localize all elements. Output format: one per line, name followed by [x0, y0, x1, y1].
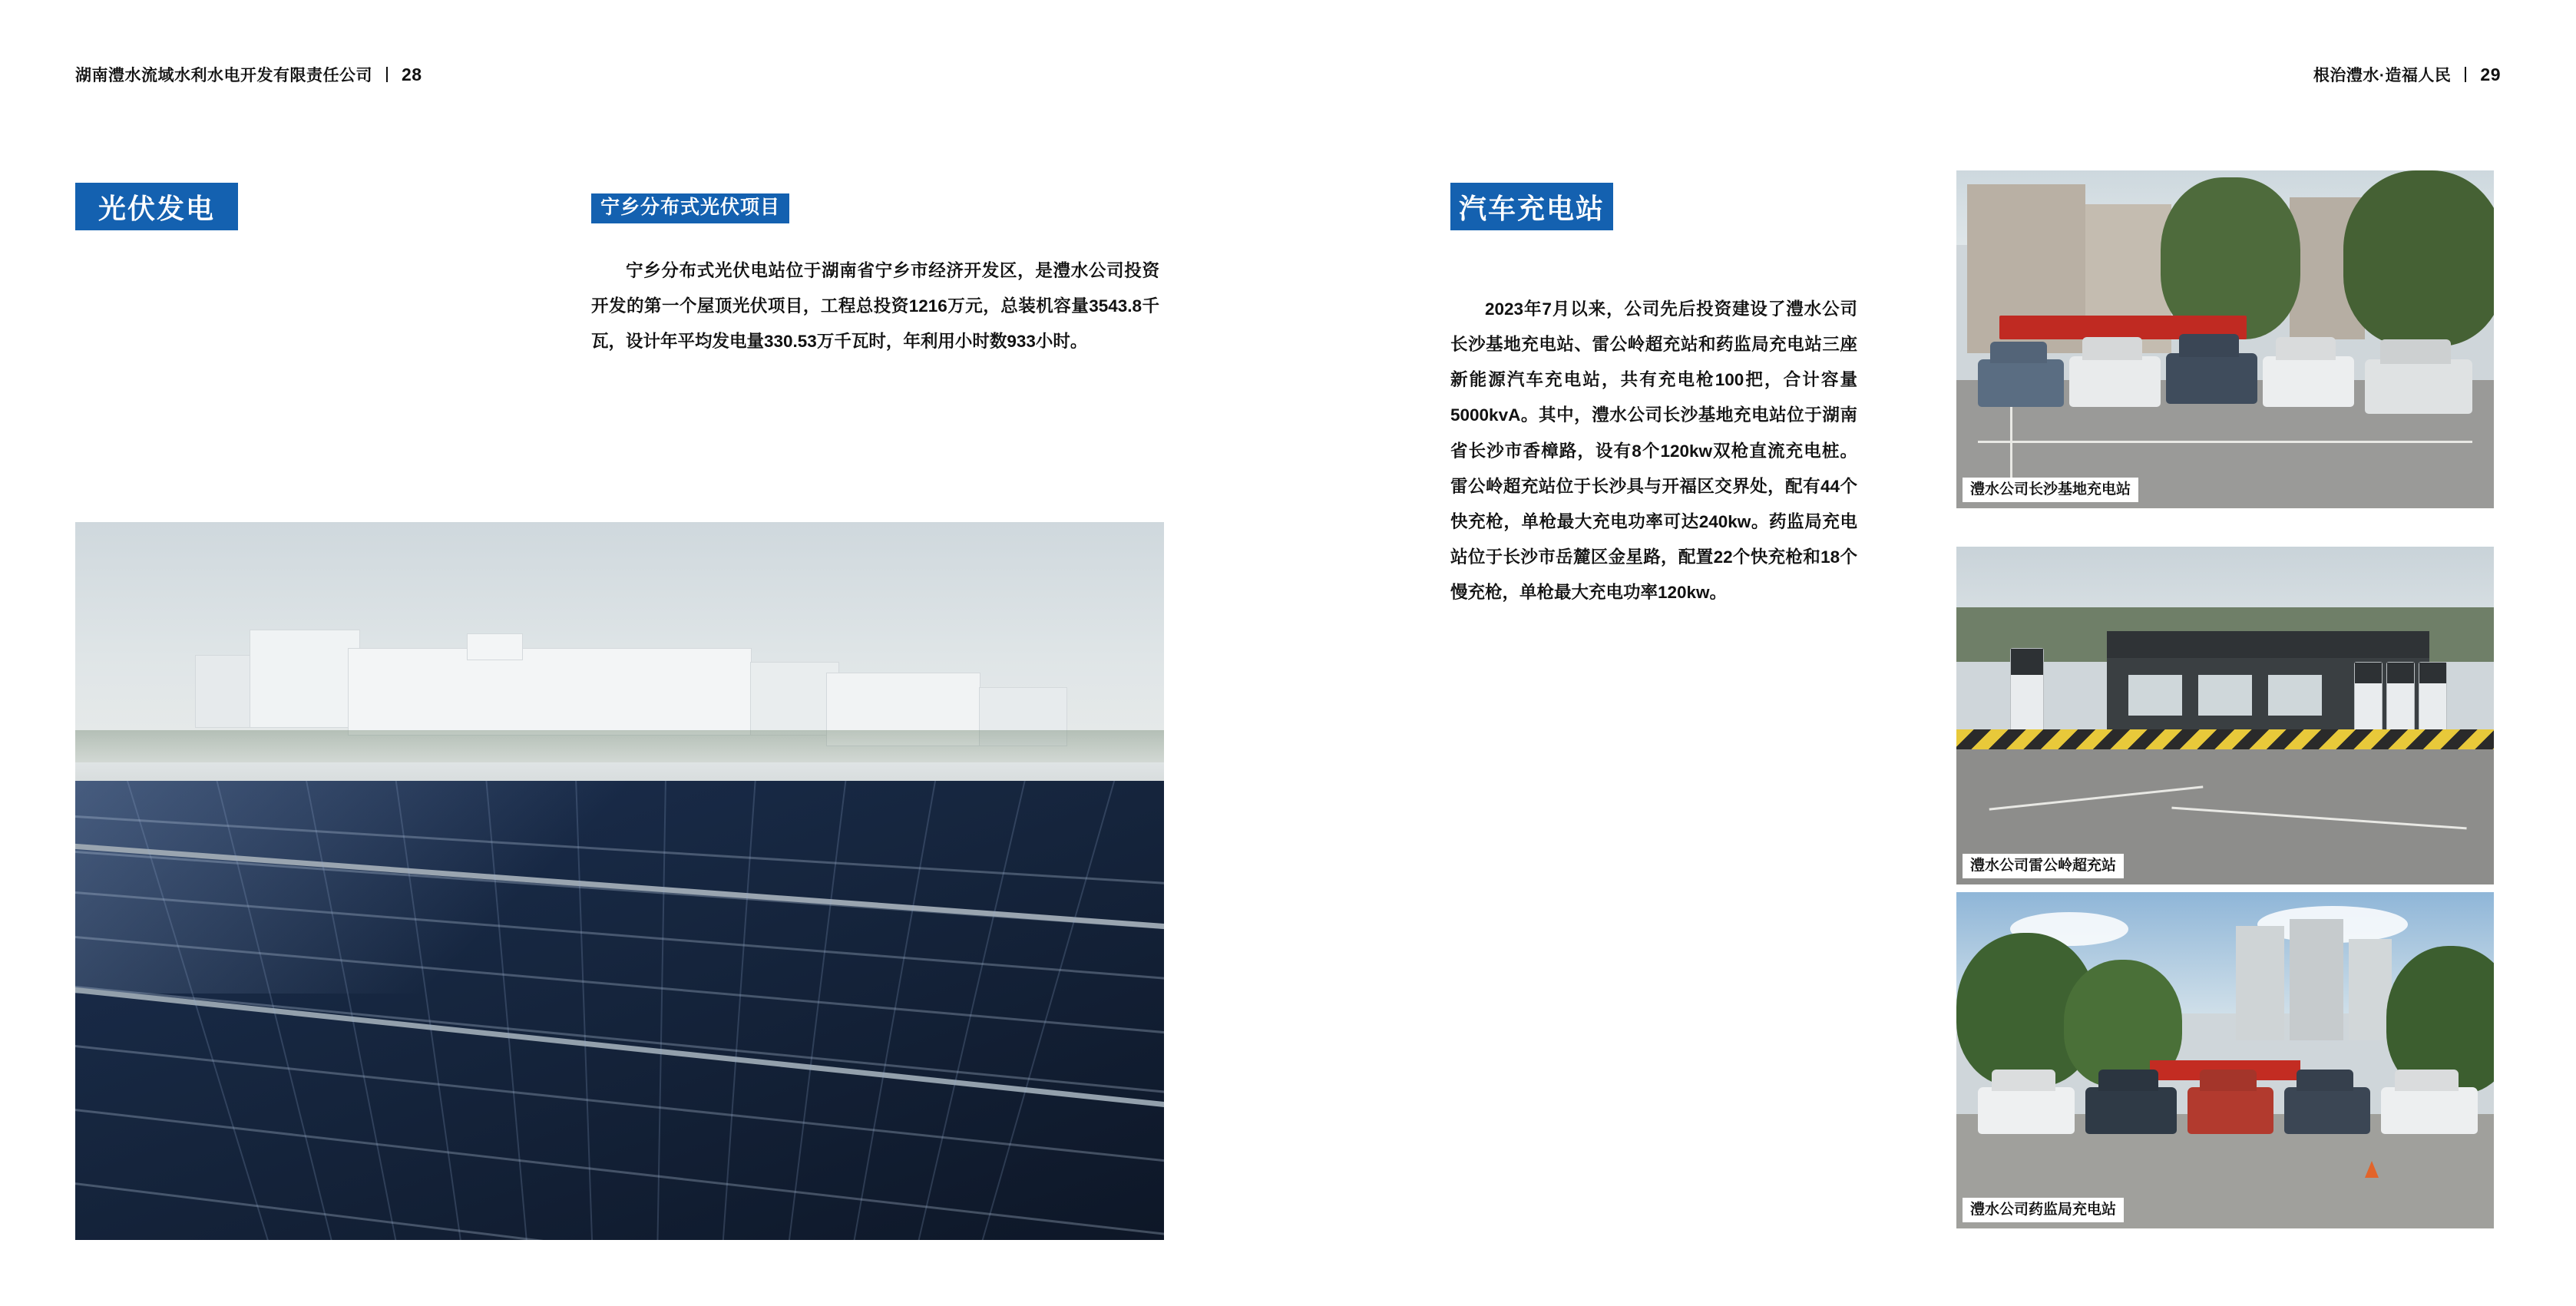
photo-charging-pile-screen — [2387, 663, 2414, 683]
photo-car — [1978, 359, 2064, 407]
photo-building — [348, 648, 752, 736]
photo-building — [750, 662, 838, 736]
photo-car — [2284, 1087, 2370, 1134]
photo-charging-pile — [2419, 662, 2447, 738]
running-head-left — [75, 63, 422, 86]
running-head-right-text: 根治澧水·造福人民 — [2313, 67, 2452, 84]
photo-charging-pile-screen — [2011, 649, 2043, 675]
photo-building — [250, 630, 360, 728]
panel-seam — [75, 1150, 1164, 1240]
photo-window — [2198, 675, 2252, 716]
photo-caption-leigongling: 澧水公司雷公岭超充站 — [1963, 854, 2124, 878]
running-head-separator — [2465, 67, 2466, 82]
photo-car — [2187, 1087, 2273, 1134]
photo-traffic-cone — [2365, 1161, 2379, 1178]
photo-solar-panel-array — [75, 781, 1164, 1240]
photo-parking-line — [1978, 441, 2472, 443]
photo-car — [2263, 356, 2354, 407]
photo-caption-changsha-base: 澧水公司长沙基地充电站 — [1963, 478, 2138, 502]
panel-cell-line — [775, 781, 852, 1240]
photo-leigongling-station — [1956, 547, 2494, 884]
photo-window — [2128, 675, 2182, 716]
photo-solar-rooftop — [75, 522, 1164, 1240]
photo-window — [2268, 675, 2322, 716]
photo-car — [2381, 1087, 2478, 1134]
photo-car — [2069, 356, 2161, 407]
photo-car — [1978, 1087, 2075, 1134]
panel-row-gap — [75, 978, 1164, 1119]
photo-charging-pile — [2386, 662, 2415, 738]
photo-highrise — [2349, 939, 2392, 1040]
panel-cell-line — [715, 781, 759, 1240]
photo-yaojianju-station — [1956, 892, 2494, 1228]
running-head-left-text: 湖南澧水流域水利水电开发有限责任公司 — [75, 67, 372, 84]
body-paragraph-charging-station: 2023年7月以来，公司先后投资建设了澧水公司长沙基地充电站、雷公岭超充站和药监局充电站三座新能源汽车充电站，共有充电枪100把，合计容量5000kvA。其中，澧水公司长沙基地充电站位于湖南省长沙市香樟路，设有8个120kw双枪直流充电桩。雷公岭超充站位于长沙具与开福区交界处，配有44个快充枪，单枪最大充电功率可达240kw。药监局充电站位于长沙市岳麓区金星路，配置22个快充枪和18个慢充枪，单枪最大充电功率120kw。 — [1450, 299, 1857, 602]
panel-seam — [75, 1221, 1164, 1240]
photo-highrise — [2290, 919, 2343, 1040]
right-page — [1288, 0, 2576, 1306]
section-title-photovoltaic — [75, 183, 238, 230]
photo-car — [2166, 353, 2257, 404]
photo-car — [2365, 359, 2472, 413]
photo-tree — [2343, 170, 2494, 346]
section-title-charging-station-text: 汽车充电站 — [1458, 192, 1605, 224]
subsection-title-ningxiang-text: 宁乡分布式光伏项目 — [600, 197, 781, 218]
body-text-charging-station — [1450, 292, 1857, 610]
photo-car — [2085, 1087, 2177, 1134]
photo-building — [467, 633, 523, 660]
photo-charging-pile-screen — [2355, 663, 2382, 683]
page-number-left: 28 — [402, 64, 422, 84]
photo-charging-pile — [2354, 662, 2383, 738]
photo-changsha-base-station — [1956, 170, 2494, 508]
page-number-right: 29 — [2480, 64, 2501, 84]
running-head-separator — [386, 67, 388, 82]
body-paragraph-photovoltaic: 宁乡分布式光伏电站位于湖南省宁乡市经济开发区，是澧水公司投资开发的第一个屋顶光伏项目，工程总投资1216万元，总装机容量3543.8千瓦，设计年平均发电量330.53万千瓦时，年利用小时数933小时。 — [591, 261, 1159, 352]
running-head-right — [2313, 63, 2501, 86]
photo-caption-yaojianju: 澧水公司药监局充电站 — [1963, 1198, 2124, 1222]
subsection-title-ningxiang — [591, 193, 789, 223]
panel-cell-line — [957, 781, 1129, 1240]
photo-charging-pile-screen — [2419, 663, 2446, 683]
photo-highrise — [2236, 926, 2284, 1040]
section-title-photovoltaic-text: 光伏发电 — [98, 192, 215, 224]
body-text-photovoltaic — [591, 253, 1159, 359]
section-title-charging-station — [1450, 183, 1613, 230]
photo-safety-curb — [1956, 729, 2494, 749]
